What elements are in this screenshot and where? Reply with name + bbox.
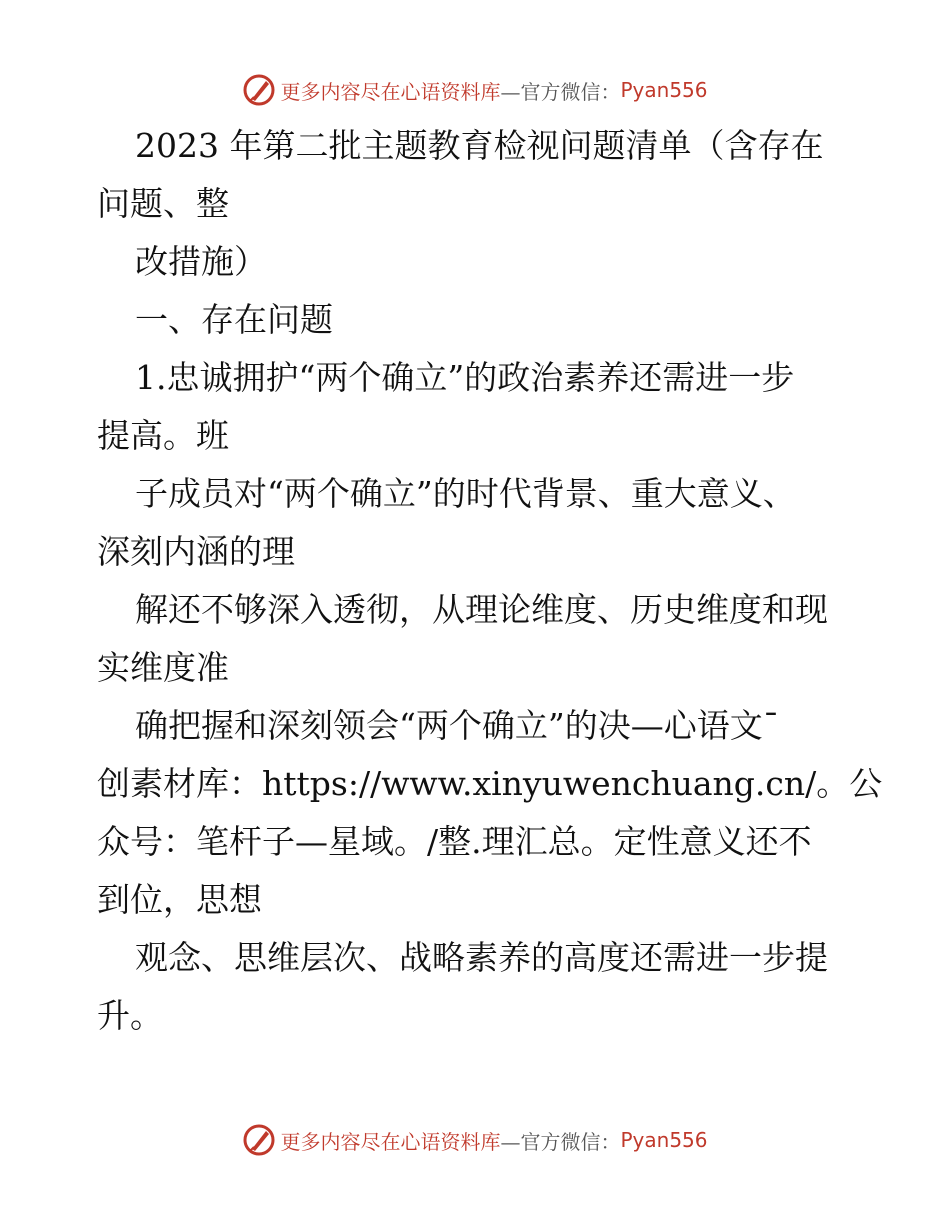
paragraph-line: 众号：笔杆子—星域。/整.理汇总。定性意义还不 — [97, 822, 812, 861]
paragraph-line: 观念、思维层次、战略素养的高度还需进一步提 — [135, 938, 828, 977]
quill-pen-logo-icon — [242, 73, 276, 107]
footer-watermark — [0, 1120, 950, 1160]
paragraph-line: 确把握和深刻领会“两个确立”的决—心语文¯ — [135, 706, 780, 745]
doc-title-line-1: 2023 年第二批主题教育检视问题清单（含存在 — [135, 126, 824, 165]
document-body — [97, 117, 883, 1045]
watermark-separator: —官方微信： — [500, 79, 621, 104]
paragraph-line: 实维度准 — [97, 648, 229, 687]
watermark-text: 更多内容尽在心语资料库 — [280, 79, 501, 104]
watermark-wechat: Pyan556 — [620, 78, 708, 102]
paragraph-line: 子成员对“两个确立”的时代背景、重大意义、 — [135, 474, 796, 513]
paragraph-line: 升。 — [97, 996, 163, 1035]
paragraph-line: 到位，思想 — [97, 880, 262, 919]
watermark-separator: —官方微信： — [500, 1129, 621, 1154]
watermark-text: 更多内容尽在心语资料库 — [280, 1129, 501, 1154]
header-watermark — [0, 70, 950, 110]
paragraph-line: 深刻内涵的理 — [97, 532, 295, 571]
quill-pen-logo-icon — [242, 1123, 276, 1157]
doc-title-line-3: 改措施） — [135, 242, 267, 281]
paragraph-line: 提高。班 — [97, 416, 229, 455]
watermark-wechat: Pyan556 — [620, 1128, 708, 1152]
doc-title-line-2: 问题、整 — [97, 184, 229, 223]
section-heading: 一、存在问题 — [135, 300, 333, 339]
paragraph-line: 创素材库：https://www.xinyuwenchuang.cn/。公 — [97, 764, 883, 803]
paragraph-line: 解还不够深入透彻，从理论维度、历史维度和现 — [135, 590, 828, 629]
paragraph-line: 1.忠诚拥护“两个确立”的政治素养还需进一步 — [135, 358, 795, 397]
